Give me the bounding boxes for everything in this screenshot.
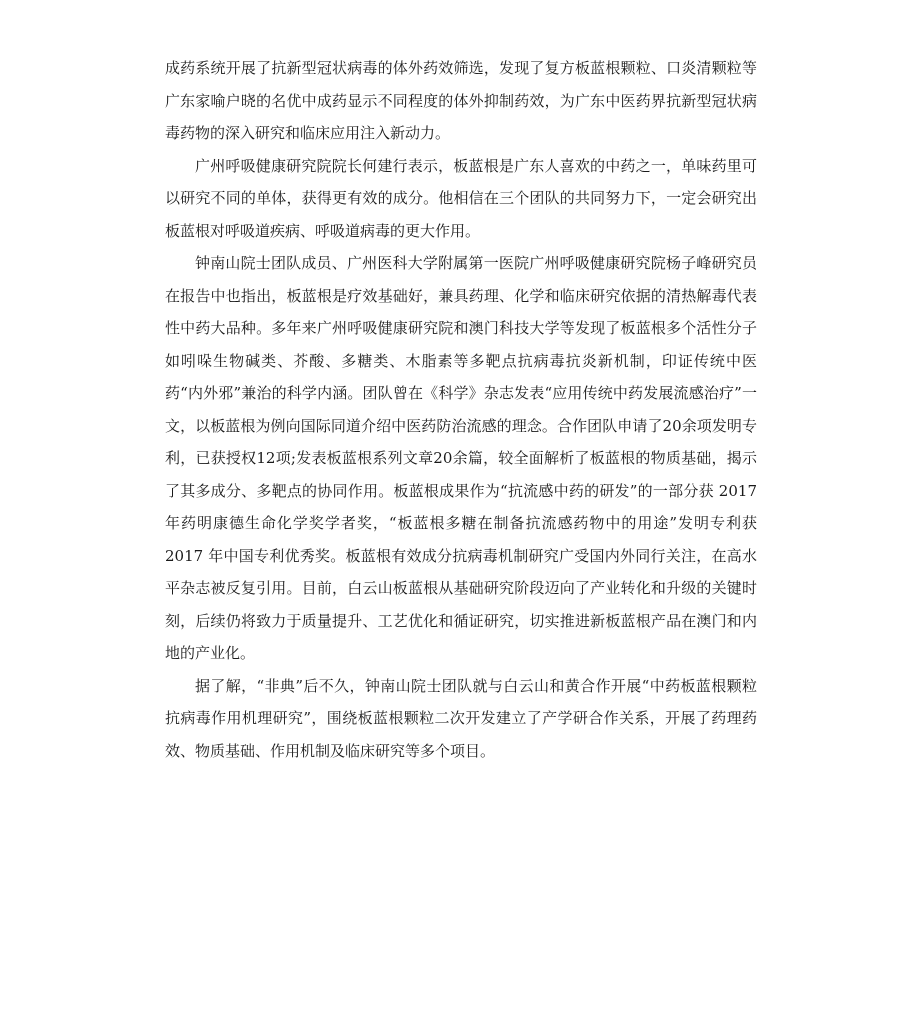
document-body: [165, 52, 757, 767]
paragraph-1: 成药系统开展了抗新型冠状病毒的体外药效筛选，发现了复方板蓝根颗粒、口炎清颗粒等广东家喻户晓的名优中成药显示不同程度的体外抑制药效，为广东中医药界抗新型冠状病毒药物的深入研究和临床应用注入新动力。: [165, 59, 757, 142]
paragraph-3: 钟南山院士团队成员、广州医科大学附属第一医院广州呼吸健康研究院杨子峰研究员在报告中也指出，板蓝根是疗效基础好，兼具药理、化学和临床研究依据的清热解毒代表性中药大品种。多年来广州呼吸健康研究院和澳门科技大学等发现了板蓝根多个活性分子如吲哚生物碱类、芥酸、多糖类、木脂素等多靶点抗病毒抗炎新机制，印证传统中医药“内外邪”兼治的科学内涵。团队曾在《科学》杂志发表“应用传统中药发展流感治疗”一文，以板蓝根为例向国际同道介绍中医药防治流感的理念。合作团队申请了20余项发明专利，已获授权12项;发表板蓝根系列文章20余篇，较全面解析了板蓝根的物质基础，揭示了其多成分、多靶点的协同作用。板蓝根成果作为“抗流感中药的研发”的一部分获 2017 年药明康德生命化学奖学者奖，“板蓝根多糖在制备抗流感药物中的用途”发明专利获 2017 年中国专利优秀奖。板蓝根有效成分抗病毒机制研究广受国内外同行关注，在高水平杂志被反复引用。目前，白云山板蓝根从基础研究阶段迈向了产业转化和升级的关键时刻，后续仍将致力于质量提升、工艺优化和循证研究，切实推进新板蓝根产品在澳门和内地的产业化。: [165, 254, 757, 662]
paragraph-2: 广州呼吸健康研究院院长何建行表示，板蓝根是广东人喜欢的中药之一，单味药里可以研究不同的单体，获得更有效的成分。他相信在三个团队的共同努力下，一定会研究出板蓝根对呼吸道疾病、呼吸道病毒的更大作用。: [165, 156, 757, 240]
paragraph-4: 据了解，“非典”后不久，钟南山院士团队就与白云山和黄合作开展“中药板蓝根颗粒抗病毒作用机理研究”，围绕板蓝根颗粒二次开发建立了产学研合作关系，开展了药理药效、物质基础、作用机制及临床研究等多个项目。: [165, 676, 757, 760]
